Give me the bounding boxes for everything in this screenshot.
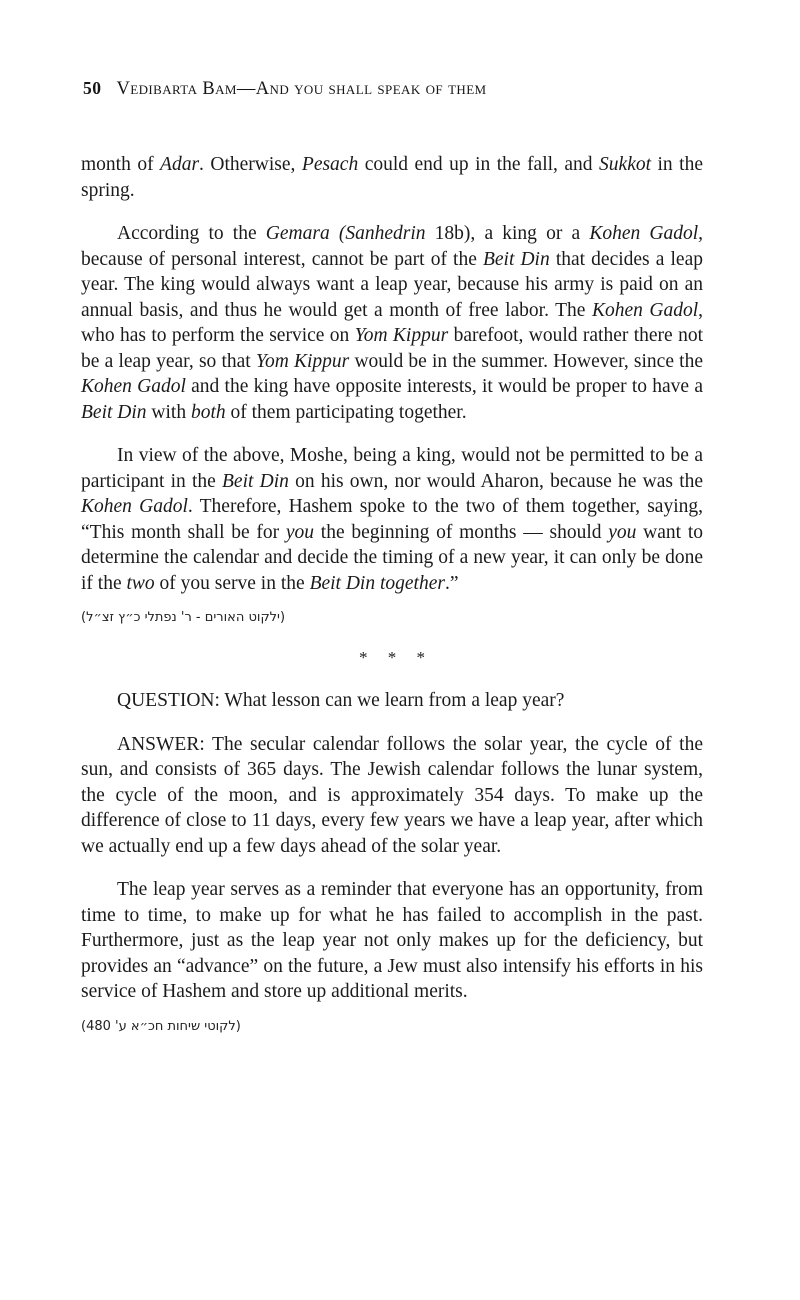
question-paragraph: QUESTION: What lesson can we learn from a leap year? xyxy=(117,690,565,711)
hebrew-citation-yalkut: (ילקוט האורים - ר' נפתלי כ״ץ זצ״ל) xyxy=(81,610,286,625)
answer-paragraph: ANSWER: The secular calendar follows the solar year, the cycle of the sun, and consists of 365 days. The Jewish calendar follows the lunar system, the cycle of the moon, and is approximately 354 days. To make up the difference of close to 11 days, every few years we have a leap year, after which we actually end up a few days ahead of the solar year. xyxy=(81,733,703,857)
paragraph-gemara: According to the Gemara (Sanhedrin 18b), a king or a Kohen Gadol, because of personal interest, cannot be part of the Beit Din that decides a leap year. The king would always want a leap year, because his army is paid on an annual basis, and thus he would get a month of free labor. The Kohen Gadol, who has to perform the service on Yom Kippur barefoot, would rather there not be a leap year, so that Yom Kippur would be in the summer. However, since the Kohen Gadol and the king have opposite interests, it would be proper to have a Beit Din with both of them participating together. xyxy=(81,223,704,423)
paragraph-leap-year-lesson: The leap year serves as a reminder that everyone has an opportunity, from time to time, to make up for what he has failed to accomplish in the past. Furthermore, just as the leap year not only makes up for the deficiency, but provides an “advance” on the future, a Jew must also intensify his efforts in his service of Hashem and store up additional merits. xyxy=(81,879,703,1002)
paragraph-moshe-aharon: In view of the above, Moshe, being a king, would not be permitted to be a participant in the Beit Din on his own, nor would Aharon, because he was the Kohen Gadol. Therefore, Hashem spoke to the two of them together, saying, “This month shall be for you the beginning of months — should you want to determine the calendar and decide the timing of a new year, it can only be done if the two of you serve in the Beit Din together.” xyxy=(81,445,704,594)
paragraph-continuation: month of Adar. Otherwise, Pesach could end up in the fall, and Sukkot in the spring. xyxy=(81,154,703,201)
section-separator-asterisks: * * * xyxy=(359,648,425,667)
page-number: 50 xyxy=(83,78,102,98)
running-title: Vedibarta Bam—And you shall speak of them xyxy=(116,79,487,99)
hebrew-citation-likkutei-sichot: (לקוטי שיחות חכ״א ע' 480) xyxy=(81,1018,241,1034)
page-content xyxy=(81,78,703,1037)
running-header xyxy=(83,78,703,100)
